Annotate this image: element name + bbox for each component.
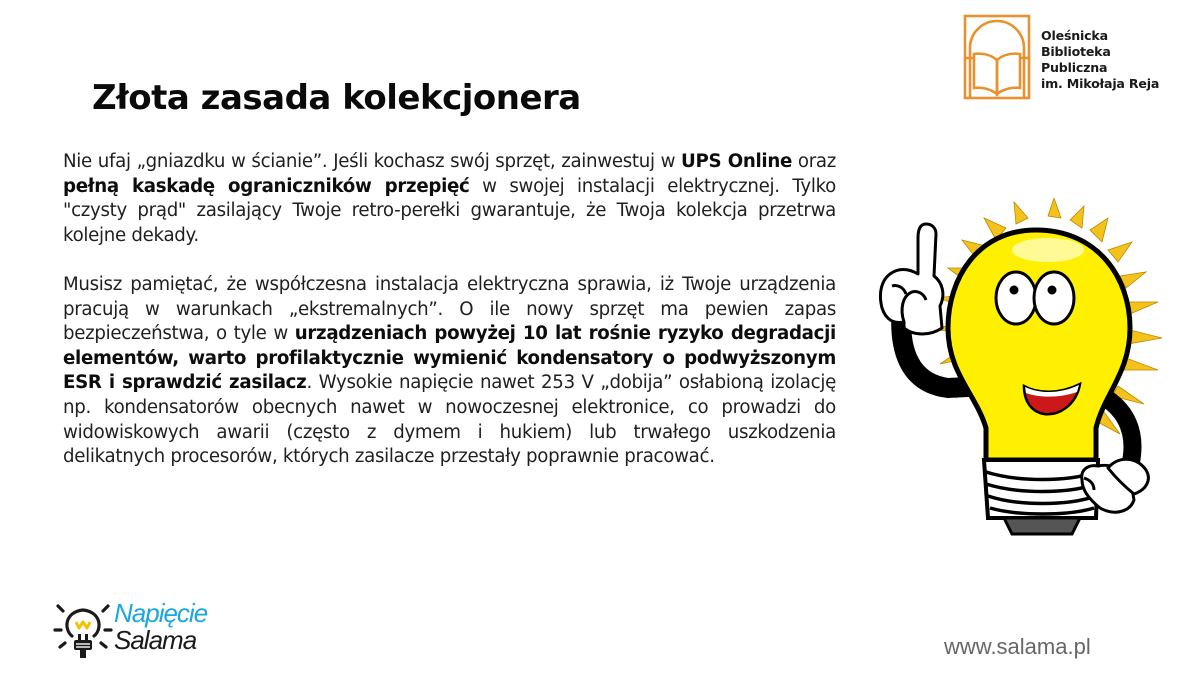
paragraph-2 [63,273,836,470]
brand-name-line1: Napięcie [114,598,208,628]
brand-name [114,600,207,654]
text-run: w swojej instalacji elektrycznej. Tylko "czysty prąd" zasilający Twoje retro-perełki gwarantuje, że Twoja kolekcja przetrwa kolejne dekady. [63,175,836,246]
website-link[interactable]: www.salama.pl [944,634,1091,659]
library-name-line: Biblioteka [1041,44,1111,59]
brand-name-line2: Salama [114,625,197,655]
text-run: Musisz pamiętać, że współczesna instalacja elektryczna sprawia, iż Twoje urządzenia pracują w warunkach „ekstremalnych”. O ile nowy sprzęt ma pewien zapas bezpieczeństwa, o tyle w [63,273,836,345]
slide-title: Złota zasada kolekcjonera [92,78,581,118]
lightbulb-plug-icon [52,598,114,660]
cartoon-lightbulb-icon [868,198,1180,548]
library-name [1041,28,1159,92]
text-run: oraz [792,151,837,172]
bold-run: UPS Online [681,151,793,172]
book-arch-icon [963,14,1031,100]
library-name-line: Publiczna [1041,60,1108,75]
text-run: Nie ufaj „gniazdku w ścianie”. Jeśli kochasz swój sprzęt, zainwestuj w [63,151,681,172]
bold-run: pełną kaskadę ograniczników przepięć [63,175,470,197]
bold-run: urządzeniach powyżej 10 lat rośnie ryzyko degradacji elementów, warto profilaktycznie wymienić kondensatory o podwyższonym ESR i sprawdzić zasilacz [63,323,836,394]
library-name-line: Oleśnicka [1041,28,1108,43]
text-run: . Wysokie napięcie nawet 253 V „dobija” osłabioną izolację np. kondensatorów obecnych nawet w nowoczesnej elektronice, co prowadzi do widowiskowych awarii (często z dymem i hukiem) lub trwałego uszkodzenia delikatnych procesorów, których zasilacze przestały poprawnie pracować. [63,372,836,468]
slide-body [63,150,836,494]
library-name-line: im. Mikołaja Reja [1041,76,1160,91]
paragraph-1 [63,150,836,248]
